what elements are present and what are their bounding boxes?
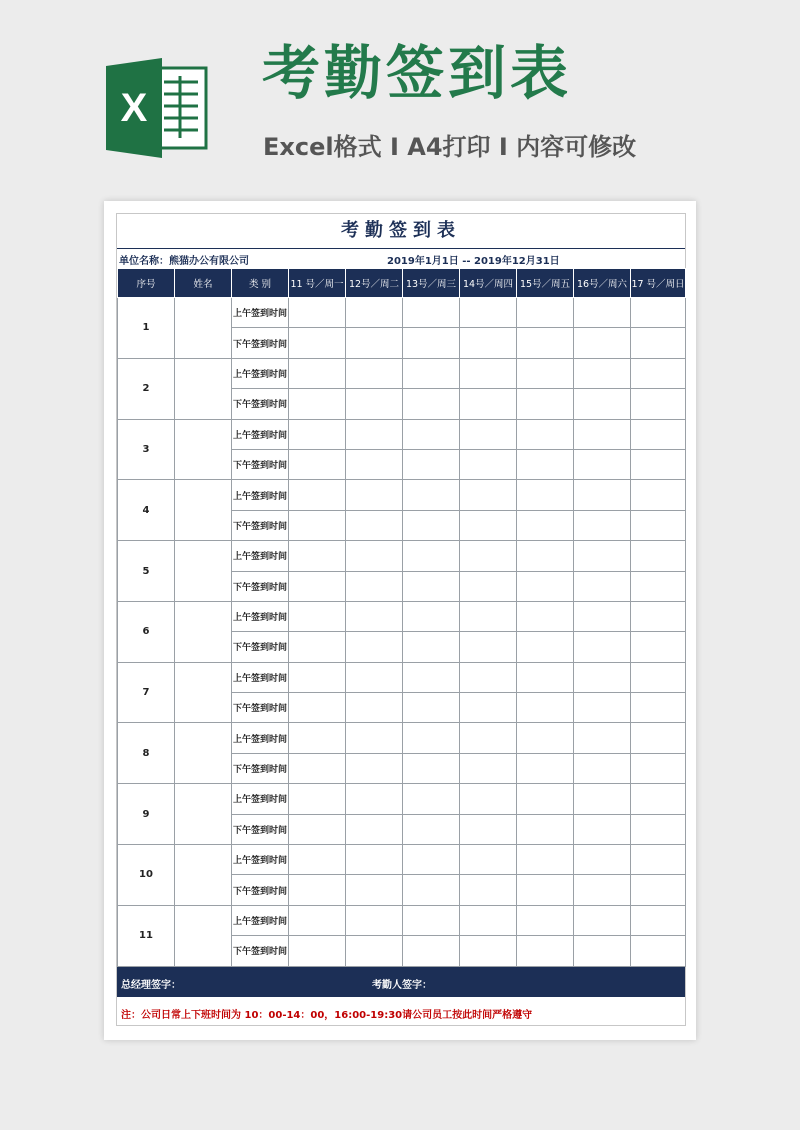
sign-in-time-cell[interactable] [574, 298, 631, 328]
sign-in-time-cell[interactable] [346, 662, 403, 692]
sign-in-time-cell[interactable] [403, 845, 460, 875]
sign-in-time-cell[interactable] [574, 662, 631, 692]
sign-in-time-cell[interactable] [631, 328, 686, 358]
sign-in-time-cell[interactable] [574, 875, 631, 905]
row-number-cell: 2 [118, 358, 175, 419]
sign-in-time-cell[interactable] [631, 845, 686, 875]
sign-in-time-cell[interactable] [574, 723, 631, 753]
sign-in-time-cell[interactable] [574, 358, 631, 388]
sign-in-time-cell[interactable] [574, 814, 631, 844]
name-cell[interactable] [175, 298, 232, 359]
attendance-signature-label: 考勤人签字： [372, 979, 432, 991]
sign-in-time-cell[interactable] [574, 541, 631, 571]
sign-in-time-cell[interactable] [346, 419, 403, 449]
sign-in-time-cell[interactable] [517, 784, 574, 814]
sign-in-time-cell[interactable] [289, 753, 346, 783]
sign-in-time-cell[interactable] [631, 449, 686, 479]
sign-in-time-cell[interactable] [631, 753, 686, 783]
sign-in-time-cell[interactable] [460, 328, 517, 358]
sign-in-time-cell[interactable] [460, 389, 517, 419]
sign-in-time-cell[interactable] [460, 875, 517, 905]
sign-in-time-cell[interactable] [574, 328, 631, 358]
pm-sign-in-label: 下午签到时间 [232, 936, 289, 966]
sign-in-time-cell[interactable] [289, 571, 346, 601]
sign-in-time-cell[interactable] [517, 358, 574, 388]
sign-in-time-cell[interactable] [460, 571, 517, 601]
sign-in-time-cell[interactable] [289, 693, 346, 723]
sign-in-time-cell[interactable] [460, 601, 517, 631]
name-cell[interactable] [175, 784, 232, 845]
sign-in-time-cell[interactable] [574, 510, 631, 540]
table-header-row [118, 269, 686, 298]
sheet-title: 考勤签到表 [117, 214, 685, 249]
sign-in-time-cell[interactable] [346, 358, 403, 388]
excel-logo-icon [104, 58, 210, 158]
sign-in-time-cell[interactable] [346, 601, 403, 631]
sign-in-time-cell[interactable] [517, 723, 574, 753]
row-number-cell: 4 [118, 480, 175, 541]
sign-in-time-cell[interactable] [403, 328, 460, 358]
sign-in-time-cell[interactable] [460, 419, 517, 449]
sign-in-time-cell[interactable] [517, 662, 574, 692]
sign-in-time-cell[interactable] [574, 693, 631, 723]
sign-in-time-cell[interactable] [631, 298, 686, 328]
sign-in-time-cell[interactable] [574, 905, 631, 935]
sign-in-time-cell[interactable] [460, 632, 517, 662]
sign-in-time-cell[interactable] [346, 328, 403, 358]
sign-in-time-cell[interactable] [631, 905, 686, 935]
sign-in-time-cell[interactable] [403, 632, 460, 662]
am-sign-in-label: 上午签到时间 [232, 480, 289, 510]
sign-in-time-cell[interactable] [403, 784, 460, 814]
sign-in-time-cell[interactable] [460, 449, 517, 479]
column-header: 13号／周三 [403, 269, 460, 298]
sign-in-time-cell[interactable] [517, 571, 574, 601]
column-header: 类 别 [232, 269, 289, 298]
pm-sign-in-label: 下午签到时间 [232, 693, 289, 723]
attendance-table [117, 268, 686, 967]
sign-in-time-cell[interactable] [403, 389, 460, 419]
sign-in-time-cell[interactable] [517, 814, 574, 844]
date-range: 2019年1月1日 -- 2019年12月31日 [387, 256, 560, 267]
am-sign-in-label: 上午签到时间 [232, 845, 289, 875]
signature-row [117, 967, 685, 997]
sign-in-time-cell[interactable] [289, 358, 346, 388]
table-row [118, 905, 686, 935]
page-title: 考勤签到表 [262, 39, 573, 107]
sign-in-time-cell[interactable] [289, 541, 346, 571]
row-number-cell: 5 [118, 541, 175, 602]
am-sign-in-label: 上午签到时间 [232, 298, 289, 328]
sign-in-time-cell[interactable] [289, 298, 346, 328]
row-number-cell: 1 [118, 298, 175, 359]
sign-in-time-cell[interactable] [517, 632, 574, 662]
sign-in-time-cell[interactable] [346, 632, 403, 662]
sign-in-time-cell[interactable] [289, 632, 346, 662]
sign-in-time-cell[interactable] [460, 845, 517, 875]
sign-in-time-cell[interactable] [631, 784, 686, 814]
pm-sign-in-label: 下午签到时间 [232, 389, 289, 419]
sign-in-time-cell[interactable] [403, 662, 460, 692]
sign-in-time-cell[interactable] [631, 723, 686, 753]
name-cell[interactable] [175, 845, 232, 906]
sign-in-time-cell[interactable] [574, 784, 631, 814]
sign-in-time-cell[interactable] [346, 723, 403, 753]
sign-in-time-cell[interactable] [289, 875, 346, 905]
sign-in-time-cell[interactable] [460, 905, 517, 935]
sign-in-time-cell[interactable] [403, 936, 460, 966]
sign-in-time-cell[interactable] [403, 358, 460, 388]
sign-in-time-cell[interactable] [403, 298, 460, 328]
sign-in-time-cell[interactable] [289, 845, 346, 875]
sign-in-time-cell[interactable] [289, 480, 346, 510]
am-sign-in-label: 上午签到时间 [232, 784, 289, 814]
sign-in-time-cell[interactable] [403, 449, 460, 479]
sign-in-time-cell[interactable] [346, 784, 403, 814]
sign-in-time-cell[interactable] [517, 510, 574, 540]
page-subtitle: Excel格式 Ⅰ A4打印 Ⅰ 内容可修改 [263, 133, 637, 161]
sign-in-time-cell[interactable] [346, 814, 403, 844]
table-row [118, 358, 686, 388]
am-sign-in-label: 上午签到时间 [232, 358, 289, 388]
sign-in-time-cell[interactable] [460, 298, 517, 328]
sign-in-time-cell[interactable] [574, 449, 631, 479]
column-header: 姓名 [175, 269, 232, 298]
manager-signature-label: 总经理签字： [121, 979, 181, 991]
sign-in-time-cell[interactable] [460, 723, 517, 753]
sign-in-time-cell[interactable] [346, 571, 403, 601]
sign-in-time-cell[interactable] [631, 875, 686, 905]
sign-in-time-cell[interactable] [574, 419, 631, 449]
sign-in-time-cell[interactable] [517, 449, 574, 479]
sign-in-time-cell[interactable] [574, 632, 631, 662]
table-row [118, 419, 686, 449]
table-row [118, 662, 686, 692]
name-cell[interactable] [175, 358, 232, 419]
sign-in-time-cell[interactable] [403, 753, 460, 783]
sign-in-time-cell[interactable] [517, 389, 574, 419]
column-header: 16号／周六 [574, 269, 631, 298]
sign-in-time-cell[interactable] [289, 419, 346, 449]
sign-in-time-cell[interactable] [403, 723, 460, 753]
row-number-cell: 10 [118, 845, 175, 906]
sign-in-time-cell[interactable] [517, 845, 574, 875]
name-cell[interactable] [175, 419, 232, 480]
am-sign-in-label: 上午签到时间 [232, 419, 289, 449]
sign-in-time-cell[interactable] [460, 358, 517, 388]
pm-sign-in-label: 下午签到时间 [232, 753, 289, 783]
sign-in-time-cell[interactable] [631, 358, 686, 388]
note-row [117, 997, 685, 1026]
sign-in-time-cell[interactable] [403, 693, 460, 723]
column-header: 11 号／周一 [289, 269, 346, 298]
sign-in-time-cell[interactable] [631, 510, 686, 540]
sign-in-time-cell[interactable] [631, 541, 686, 571]
sign-in-time-cell[interactable] [517, 753, 574, 783]
table-row [118, 480, 686, 510]
table-row [118, 601, 686, 631]
row-number-cell: 9 [118, 784, 175, 845]
sign-in-time-cell[interactable] [403, 814, 460, 844]
table-row [118, 845, 686, 875]
sign-in-time-cell[interactable] [403, 571, 460, 601]
pm-sign-in-label: 下午签到时间 [232, 328, 289, 358]
row-number-cell: 3 [118, 419, 175, 480]
row-number-cell: 7 [118, 662, 175, 723]
sign-in-time-cell[interactable] [574, 753, 631, 783]
column-header: 15号／周五 [517, 269, 574, 298]
sign-in-time-cell[interactable] [460, 753, 517, 783]
sign-in-time-cell[interactable] [346, 541, 403, 571]
sign-in-time-cell[interactable] [289, 601, 346, 631]
sign-in-time-cell[interactable] [403, 510, 460, 540]
sign-in-time-cell[interactable] [574, 845, 631, 875]
name-cell[interactable] [175, 601, 232, 662]
pm-sign-in-label: 下午签到时间 [232, 875, 289, 905]
sign-in-time-cell[interactable] [460, 662, 517, 692]
sign-in-time-cell[interactable] [631, 571, 686, 601]
sign-in-time-cell[interactable] [517, 875, 574, 905]
info-row [117, 249, 685, 268]
sign-in-time-cell[interactable] [517, 601, 574, 631]
sign-in-time-cell[interactable] [631, 662, 686, 692]
sign-in-time-cell[interactable] [631, 693, 686, 723]
row-number-cell: 6 [118, 601, 175, 662]
sign-in-time-cell[interactable] [403, 875, 460, 905]
name-cell[interactable] [175, 723, 232, 784]
column-header: 12号／周二 [346, 269, 403, 298]
name-cell[interactable] [175, 662, 232, 723]
sign-in-time-cell[interactable] [289, 814, 346, 844]
table-row [118, 298, 686, 328]
sign-in-time-cell[interactable] [631, 601, 686, 631]
note-text: 注：公司日常上下班时间为 10：00-14：00，16:00-19:30请公司员工按此时间严格遵守 [121, 1009, 533, 1021]
sign-in-time-cell[interactable] [346, 905, 403, 935]
sign-in-time-cell[interactable] [289, 784, 346, 814]
pm-sign-in-label: 下午签到时间 [232, 510, 289, 540]
sign-in-time-cell[interactable] [289, 662, 346, 692]
name-cell[interactable] [175, 905, 232, 966]
sign-in-time-cell[interactable] [289, 328, 346, 358]
row-number-cell: 11 [118, 905, 175, 966]
sign-in-time-cell[interactable] [346, 389, 403, 419]
column-header: 14号／周四 [460, 269, 517, 298]
sign-in-time-cell[interactable] [517, 541, 574, 571]
sign-in-time-cell[interactable] [289, 936, 346, 966]
am-sign-in-label: 上午签到时间 [232, 723, 289, 753]
pm-sign-in-label: 下午签到时间 [232, 814, 289, 844]
sign-in-time-cell[interactable] [574, 571, 631, 601]
sign-in-time-cell[interactable] [403, 541, 460, 571]
sign-in-time-cell[interactable] [460, 541, 517, 571]
document-paper [104, 201, 696, 1040]
pm-sign-in-label: 下午签到时间 [232, 449, 289, 479]
sign-in-time-cell[interactable] [346, 480, 403, 510]
sign-in-time-cell[interactable] [631, 389, 686, 419]
am-sign-in-label: 上午签到时间 [232, 601, 289, 631]
sign-in-time-cell[interactable] [403, 419, 460, 449]
sign-in-time-cell[interactable] [403, 601, 460, 631]
sign-in-time-cell[interactable] [460, 693, 517, 723]
sign-in-time-cell[interactable] [574, 389, 631, 419]
sign-in-time-cell[interactable] [289, 723, 346, 753]
sign-in-time-cell[interactable] [289, 905, 346, 935]
attendance-sheet [116, 213, 686, 1026]
sign-in-time-cell[interactable] [460, 814, 517, 844]
sign-in-time-cell[interactable] [517, 905, 574, 935]
sign-in-time-cell[interactable] [631, 632, 686, 662]
sign-in-time-cell[interactable] [517, 298, 574, 328]
table-row [118, 784, 686, 814]
sign-in-time-cell[interactable] [517, 936, 574, 966]
sign-in-time-cell[interactable] [403, 905, 460, 935]
row-number-cell: 8 [118, 723, 175, 784]
sign-in-time-cell[interactable] [460, 784, 517, 814]
sign-in-time-cell[interactable] [289, 449, 346, 479]
sign-in-time-cell[interactable] [346, 936, 403, 966]
sign-in-time-cell[interactable] [631, 480, 686, 510]
am-sign-in-label: 上午签到时间 [232, 662, 289, 692]
table-row [118, 723, 686, 753]
sign-in-time-cell[interactable] [289, 389, 346, 419]
column-header: 17 号／周日 [631, 269, 686, 298]
column-header: 序号 [118, 269, 175, 298]
sign-in-time-cell[interactable] [346, 298, 403, 328]
sign-in-time-cell[interactable] [631, 936, 686, 966]
name-cell[interactable] [175, 541, 232, 602]
sign-in-time-cell[interactable] [631, 814, 686, 844]
sign-in-time-cell[interactable] [517, 328, 574, 358]
sign-in-time-cell[interactable] [574, 936, 631, 966]
name-cell[interactable] [175, 480, 232, 541]
sign-in-time-cell[interactable] [346, 753, 403, 783]
sign-in-time-cell[interactable] [460, 936, 517, 966]
sign-in-time-cell[interactable] [574, 601, 631, 631]
sign-in-time-cell[interactable] [631, 419, 686, 449]
sign-in-time-cell[interactable] [346, 875, 403, 905]
sign-in-time-cell[interactable] [403, 480, 460, 510]
pm-sign-in-label: 下午签到时间 [232, 632, 289, 662]
sign-in-time-cell[interactable] [574, 480, 631, 510]
sign-in-time-cell[interactable] [346, 510, 403, 540]
company-name: 单位名称：熊猫办公有限公司 [119, 256, 249, 267]
am-sign-in-label: 上午签到时间 [232, 541, 289, 571]
table-body [118, 298, 686, 967]
sign-in-time-cell[interactable] [460, 510, 517, 540]
sign-in-time-cell[interactable] [460, 480, 517, 510]
sign-in-time-cell[interactable] [289, 510, 346, 540]
sign-in-time-cell[interactable] [346, 449, 403, 479]
sign-in-time-cell[interactable] [346, 693, 403, 723]
am-sign-in-label: 上午签到时间 [232, 905, 289, 935]
table-row [118, 541, 686, 571]
pm-sign-in-label: 下午签到时间 [232, 571, 289, 601]
excel-logo-letter: X [120, 86, 148, 130]
sign-in-time-cell[interactable] [346, 845, 403, 875]
sign-in-time-cell[interactable] [517, 480, 574, 510]
sign-in-time-cell[interactable] [517, 693, 574, 723]
sign-in-time-cell[interactable] [517, 419, 574, 449]
